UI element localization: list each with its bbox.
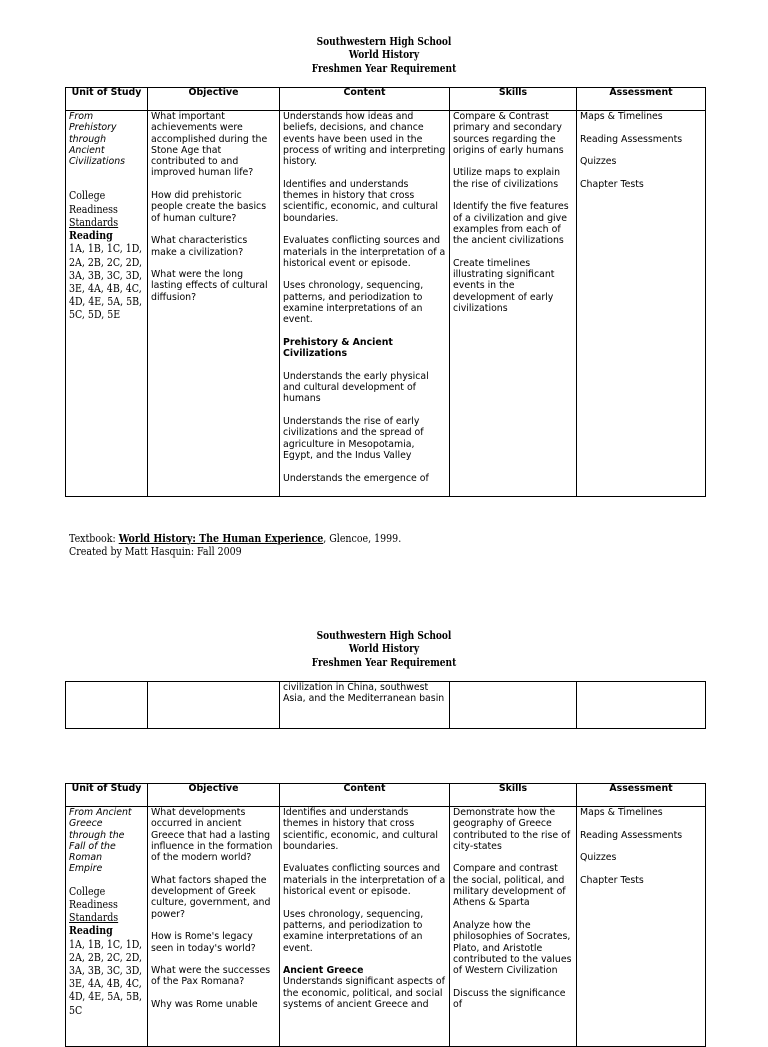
- content-cell: [280, 682, 450, 729]
- skill-item: Compare and contrast the social, political, and military development of Athens & Sparta: [453, 863, 566, 909]
- requirement-text: Freshmen Year Requirement: [311, 61, 457, 75]
- college-readiness-standards: College Readiness Standards Reading 1A, 1B, 1C, 1D, 2A, 2B, 2C, 2D, 3A, 3B, 3C, 3D, 3E, 4A, 4B, 4C, 4D, 4E, 5A, 5B, 5C: [69, 885, 148, 1017]
- header-objective: Objective: [148, 88, 280, 111]
- skill-item: Discuss the significance of: [453, 987, 566, 1011]
- assessment-item: Reading Assessments: [580, 829, 683, 841]
- objective-item: What factors shaped the development of Greek culture, government, and power?: [151, 874, 271, 920]
- content-item: Identifies and understands themes in history that cross scientific, economic, and cultural boundaries.: [283, 807, 438, 852]
- objective-item: What were the long lasting effects of cultural diffusion?: [151, 269, 268, 303]
- skills-cell: [450, 111, 577, 497]
- objective-cell: [148, 807, 280, 1047]
- content-item: Uses chronology, sequencing, patterns, and periodization to examine interpretations of an event.: [283, 908, 424, 954]
- objective-item: Why was Rome unable: [151, 999, 258, 1011]
- requirement-text: Freshmen Year Requirement: [311, 655, 457, 669]
- content-cell: [280, 807, 450, 1047]
- course-name: World History: [348, 48, 420, 62]
- content-item: Understands the rise of early civilizations and the spread of agriculture in Mesopotamia, Egypt, and the Indus Valley: [283, 416, 424, 461]
- unit-cell: [66, 111, 148, 497]
- content-item: Identifies and understands themes in history that cross scientific, economic, and cultural boundaries.: [283, 178, 438, 224]
- college-readiness-standards: College Readiness Standards Reading 1A, 1B, 1C, 1D, 2A, 2B, 2C, 2D, 3A, 3B, 3C, 3D, 3E, 4A, 4B, 4C, 4D, 4E, 5A, 5B, 5C, 5D, 5E: [69, 189, 148, 321]
- standards-list: 1A, 1B, 1C, 1D, 2A, 2B, 2C, 2D, 3A, 3B, 3C, 3D, 3E, 4A, 4B, 4C, 4D, 4E, 5A, 5B, 5C, 5D, 5E: [69, 242, 143, 322]
- table-header-row: [66, 784, 706, 807]
- content-item: Understands the early physical and cultural development of humans: [283, 370, 429, 405]
- table-header-row: [66, 88, 706, 111]
- table-row: [66, 682, 706, 729]
- skill-item: Utilize maps to explain the rise of civilizations: [453, 167, 561, 190]
- assessment-item: Reading Assessments: [580, 133, 683, 145]
- objective-item: What developments occurred in ancient Greece that had a lasting influence in the formation of the modern world?: [151, 807, 273, 864]
- content-item: Understands significant aspects of the economic, political, and social systems of ancient Greece and: [283, 976, 445, 1011]
- curriculum-table-1: [65, 87, 706, 497]
- header-assessment: Assessment: [577, 784, 706, 807]
- header-objective: Objective: [148, 784, 280, 807]
- objective-item: How is Rome's legacy seen in today's world?: [151, 931, 256, 954]
- assessment-item: Chapter Tests: [580, 178, 644, 190]
- content-continuation: civilization in China, southwest Asia, and the Mediterranean basin: [283, 682, 445, 705]
- school-name: Southwestern High School: [316, 629, 452, 642]
- table-row: [66, 807, 706, 1047]
- assessment-item: Quizzes: [580, 156, 617, 168]
- curriculum-table-2: [65, 783, 706, 1047]
- skill-item: Identify the five features of a civilization and give examples from each of the ancient civilizations: [453, 201, 569, 247]
- course-name: World History: [348, 642, 420, 656]
- created-by-line: Created by Matt Hasquin: Fall 2009: [69, 545, 242, 558]
- header-content: Content: [280, 88, 450, 111]
- header-assessment: Assessment: [577, 88, 706, 111]
- content-item: Evaluates conflicting sources and materials in the interpretation of a historical event or episode.: [283, 863, 446, 898]
- content-heading: Prehistory & Ancient Civilizations: [283, 336, 393, 360]
- assessment-cell: [577, 807, 706, 1047]
- skill-item: Create timelines illustrating significant events in the development of early civilizations: [453, 257, 555, 315]
- header-content: Content: [280, 784, 450, 807]
- skill-item: Compare & Contrast primary and secondary sources regarding the origins of early humans: [453, 111, 564, 156]
- skill-item: Demonstrate how the geography of Greece contributed to the rise of city-states: [453, 807, 571, 852]
- unit-title: From Prehistory through Ancient Civilizations: [69, 111, 126, 168]
- table-row: [66, 111, 706, 497]
- unit-title: From Ancient Greece through the Fall of the Roman Empire: [69, 807, 132, 875]
- assessment-item: Maps & Timelines: [580, 807, 663, 818]
- unit-cell: [66, 807, 148, 1047]
- textbook-title: World History: The Human Experience: [118, 532, 324, 545]
- content-item: Understands how ideas and beliefs, decisions, and chance events have been used in the process of writing and interpreting history.: [283, 111, 446, 168]
- assessment-cell: [577, 111, 706, 497]
- page-header-1: [69, 35, 699, 75]
- content-item: Evaluates conflicting sources and materials in the interpretation of a historical event or episode.: [283, 235, 446, 269]
- objective-item: What characteristics make a civilization?: [151, 235, 248, 258]
- header-unit: Unit of Study: [66, 784, 148, 807]
- content-cell: [280, 111, 450, 497]
- objective-item: What important achievements were accomplished during the Stone Age that contributed to and improved human life?: [151, 111, 268, 179]
- objective-cell: [148, 111, 280, 497]
- assessment-item: Maps & Timelines: [580, 111, 663, 122]
- continuation-table: [65, 681, 706, 729]
- header-skills: Skills: [450, 88, 577, 111]
- content-heading: Ancient Greece: [283, 965, 364, 977]
- content-item: Understands the emergence of: [283, 472, 429, 484]
- objective-item: What were the successes of the Pax Romana?: [151, 965, 271, 988]
- page-header-2: [69, 629, 699, 669]
- skill-item: Analyze how the philosophies of Socrates, Plato, and Aristotle contributed to the values of Western Civilization: [453, 919, 572, 977]
- objective-item: How did prehistoric people create the basics of human culture?: [151, 190, 267, 224]
- header-skills: Skills: [450, 784, 577, 807]
- assessment-item: Quizzes: [580, 852, 617, 864]
- standards-list: 1A, 1B, 1C, 1D, 2A, 2B, 2C, 2D, 3A, 3B, 3C, 3D, 3E, 4A, 4B, 4C, 4D, 4E, 5A, 5B, 5C: [69, 937, 143, 1017]
- textbook-line: Textbook: World History: The Human Experience, Glencoe, 1999.: [69, 532, 402, 545]
- school-name: Southwestern High School: [316, 35, 452, 48]
- header-unit: Unit of Study: [66, 88, 148, 111]
- content-item: Uses chronology, sequencing, patterns, and periodization to examine interpretations of an event.: [283, 280, 424, 326]
- assessment-item: Chapter Tests: [580, 874, 644, 886]
- skills-cell: [450, 807, 577, 1047]
